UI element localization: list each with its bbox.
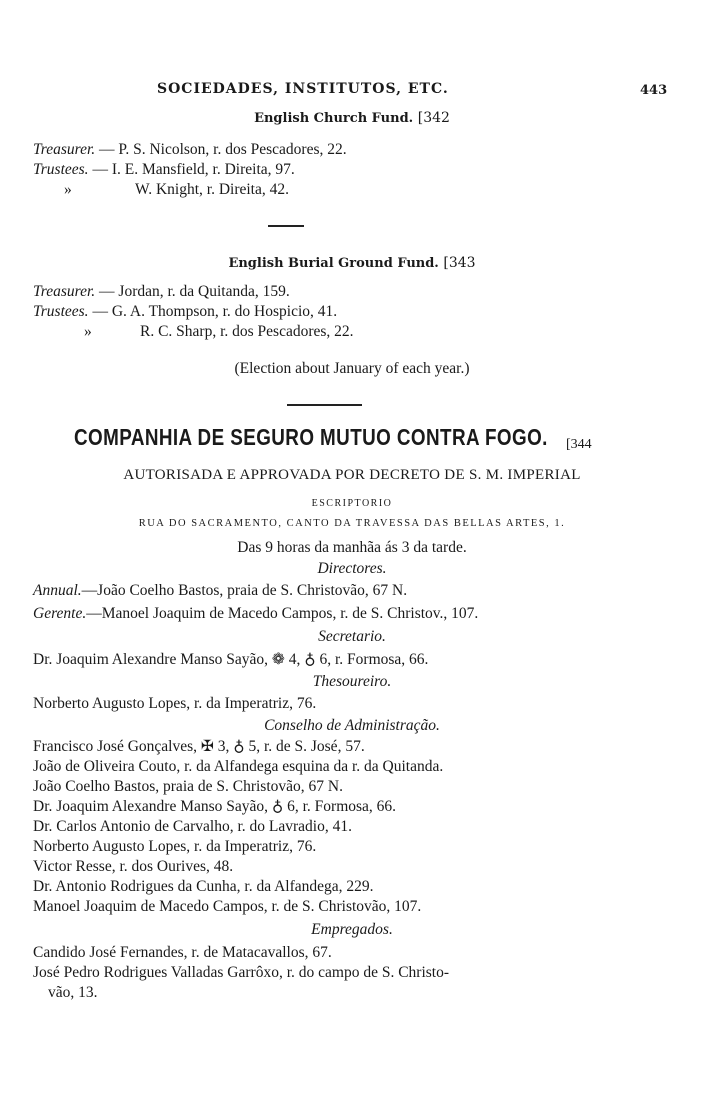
role-label: Trustees. xyxy=(33,161,89,178)
church-fund-heading xyxy=(0,109,704,128)
role-label: Trustees. xyxy=(33,303,89,320)
conselho-member: Victor Resse, r. dos Ourives, 48. xyxy=(33,858,234,875)
role-label: Gerente. xyxy=(33,605,87,622)
role-label: Treasurer. xyxy=(33,141,96,158)
section-title: COMPANHIA DE SEGURO MUTUO CONTRA FOGO. xyxy=(74,424,548,450)
entry-text: — I. E. Mansfield, r. Direita, 97. xyxy=(88,161,295,178)
section-ref: [344 xyxy=(566,437,592,452)
thesoureiro-heading: Thesoureiro. xyxy=(312,673,392,690)
conselho-member: João de Oliveira Couto, r. da Alfandega esquina da r. da Quitanda. xyxy=(33,758,444,775)
thesoureiro-entry: Norberto Augusto Lopes, r. da Imperatriz, 76. xyxy=(33,695,317,712)
ditto-mark: » xyxy=(64,181,72,198)
conselho-member: Dr. Carlos Antonio de Carvalho, r. do Lavradio, 41. xyxy=(33,818,352,835)
section-title: English Burial Ground Fund. xyxy=(228,256,439,271)
election-note: (Election about January of each year.) xyxy=(234,360,470,377)
entry-text: — Jordan, r. da Quitanda, 159. xyxy=(95,283,290,300)
empregado-entry-continued: vão, 13. xyxy=(48,984,98,1001)
conselho-member: Dr. Joaquim Alexandre Manso Sayão, ♁ 6, r. Formosa, 66. xyxy=(33,798,397,815)
empregado-entry: Candido José Fernandes, r. de Matacavallos, 67. xyxy=(33,944,332,961)
page-number: 443 xyxy=(640,83,668,98)
church-trustee xyxy=(33,161,295,179)
conselho-heading: Conselho de Administração. xyxy=(264,717,440,734)
conselho-member: Dr. Antonio Rodrigues da Cunha, r. da Alfandega, 229. xyxy=(33,878,374,895)
director-gerente xyxy=(33,605,478,623)
section-ref: [342 xyxy=(417,110,450,126)
secretario-entry: Dr. Joaquim Alexandre Manso Sayão, ❁ 4, ♁ 6, r. Formosa, 66. xyxy=(33,651,429,668)
entry-text: — G. A. Thompson, r. do Hospicio, 41. xyxy=(88,303,338,320)
section-ref: [343 xyxy=(443,255,476,271)
conselho-member: João Coelho Bastos, praia de S. Christovão, 67 N. xyxy=(33,778,343,795)
office-address: RUA DO SACRAMENTO, CANTO DA TRAVESSA DAS BELLAS ARTES, 1. xyxy=(138,518,566,529)
directores-heading: Directores. xyxy=(317,560,387,577)
section-title: English Church Fund. xyxy=(254,111,414,126)
burial-trustee xyxy=(33,303,337,321)
conselho-member: Manoel Joaquim de Macedo Campos, r. de S. Christovão, 107. xyxy=(33,898,422,915)
burial-trustee: R. C. Sharp, r. dos Pescadores, 22. xyxy=(140,323,354,340)
company-subtitle: AUTORISADA E APPROVADA POR DECRETO DE S. M. IMPERIAL xyxy=(123,467,581,483)
empregados-heading: Empregados. xyxy=(311,921,393,938)
conselho-member: Norberto Augusto Lopes, r. da Imperatriz, 76. xyxy=(33,838,317,855)
role-label: Annual. xyxy=(33,582,82,599)
church-trustee: W. Knight, r. Direita, 42. xyxy=(135,181,289,198)
burial-treasurer xyxy=(33,283,290,301)
empregado-entry: José Pedro Rodrigues Valladas Garrôxo, r. do campo de S. Christo- xyxy=(33,964,450,981)
role-label: Treasurer. xyxy=(33,283,96,300)
conselho-member: Francisco José Gonçalves, ✠ 3, ♁ 5, r. de S. José, 57. xyxy=(33,738,365,755)
ditto-mark: » xyxy=(84,323,92,340)
entry-text: — P. S. Nicolson, r. dos Pescadores, 22. xyxy=(95,141,347,158)
divider xyxy=(287,404,362,406)
director-annual xyxy=(33,582,407,600)
office-hours: Das 9 horas da manhãa ás 3 da tarde. xyxy=(237,539,467,556)
divider xyxy=(268,225,304,227)
entry-text: —Manoel Joaquim de Macedo Campos, r. de S. Christov., 107. xyxy=(86,605,479,622)
running-title: SOCIEDADES, INSTITUTOS, ETC. xyxy=(157,81,449,97)
burial-fund-heading xyxy=(0,254,704,273)
secretario-heading: Secretario. xyxy=(318,628,386,645)
office-label: ESCRIPTORIO xyxy=(311,498,393,509)
company-title xyxy=(74,424,548,450)
entry-text: —João Coelho Bastos, praia de S. Christovão, 67 N. xyxy=(81,582,408,599)
church-treasurer xyxy=(33,141,347,159)
